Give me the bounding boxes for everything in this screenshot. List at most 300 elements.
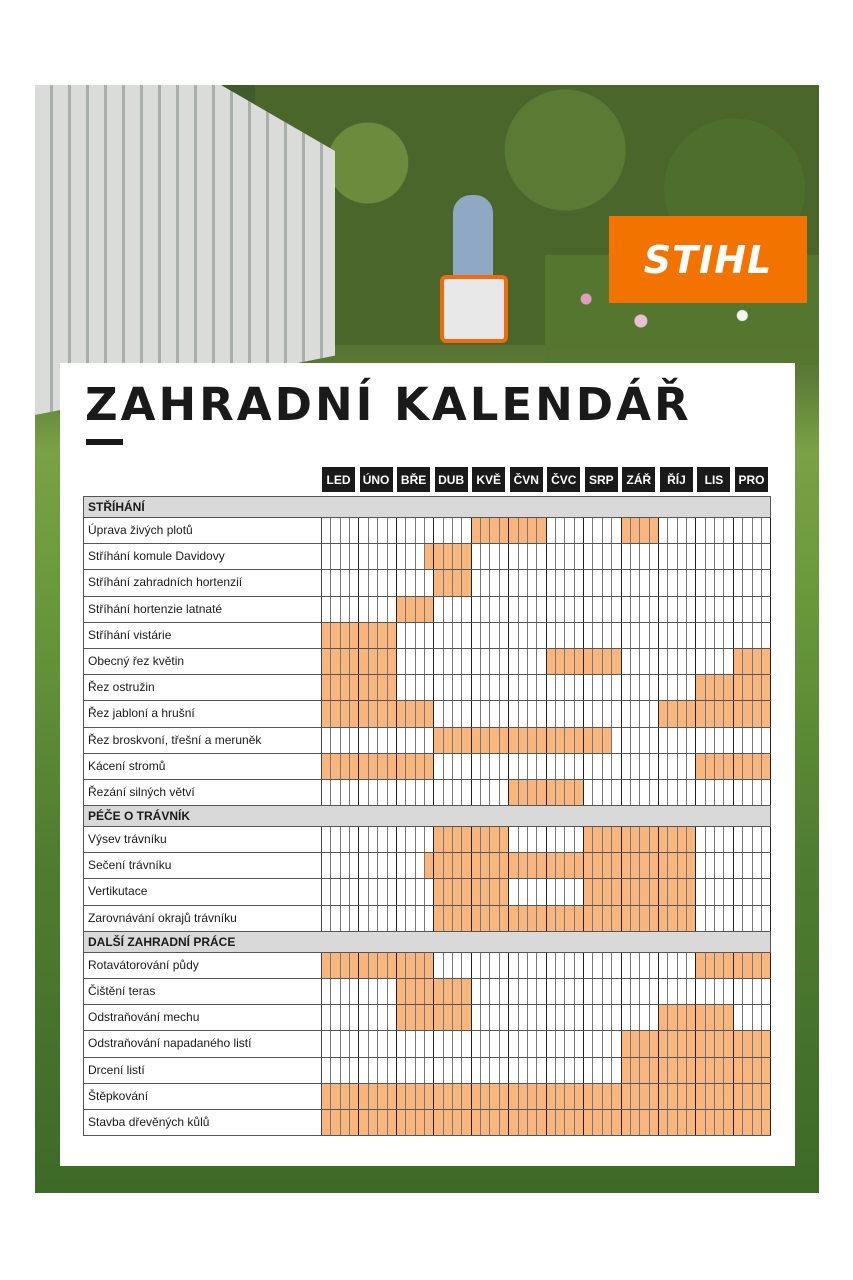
week-cell	[640, 754, 649, 779]
week-cell	[406, 1031, 415, 1056]
week-cell	[547, 1005, 556, 1030]
week-cell	[668, 979, 677, 1004]
week-cell	[547, 623, 556, 648]
week-cell	[706, 1084, 715, 1109]
week-cell	[753, 827, 762, 852]
week-cell	[631, 597, 640, 622]
week-cell	[678, 597, 687, 622]
week-cell	[622, 827, 631, 852]
week-cell	[462, 701, 471, 726]
week-cell	[509, 570, 518, 595]
week-cell	[603, 827, 612, 852]
week-cell	[537, 979, 546, 1004]
week-cell	[397, 570, 406, 595]
week-cell	[687, 953, 696, 978]
week-cell	[434, 728, 443, 753]
week-cell	[416, 906, 425, 931]
week-cell	[696, 754, 705, 779]
week-cell	[453, 780, 462, 805]
week-cell	[378, 518, 387, 543]
week-cell	[528, 675, 537, 700]
week-cell	[406, 853, 415, 878]
week-cell	[509, 879, 518, 904]
week-cell	[612, 780, 621, 805]
week-cell	[537, 906, 546, 931]
week-cell	[444, 1110, 453, 1135]
week-cell	[444, 518, 453, 543]
week-cell	[350, 1005, 359, 1030]
month-header-cell: LED	[322, 467, 355, 492]
week-cell	[603, 518, 612, 543]
week-cell	[678, 1005, 687, 1030]
week-cell	[490, 623, 499, 648]
week-cell	[537, 597, 546, 622]
week-cell	[416, 780, 425, 805]
week-cell	[388, 827, 397, 852]
task-row	[83, 1058, 771, 1084]
week-cell	[593, 623, 602, 648]
week-cell	[631, 623, 640, 648]
week-cell	[331, 827, 340, 852]
week-cell	[378, 597, 387, 622]
week-cell	[434, 623, 443, 648]
week-cell	[650, 879, 659, 904]
week-cell	[724, 1110, 733, 1135]
week-cell	[668, 879, 677, 904]
week-cell	[762, 675, 771, 700]
week-cell	[631, 1084, 640, 1109]
week-cell	[537, 780, 546, 805]
week-cell	[565, 544, 574, 569]
week-cell	[341, 544, 350, 569]
week-cell	[659, 780, 668, 805]
week-cell	[416, 1084, 425, 1109]
week-cell	[734, 675, 743, 700]
week-cell	[753, 623, 762, 648]
week-cell	[490, 853, 499, 878]
week-cell	[753, 979, 762, 1004]
week-cell	[481, 1084, 490, 1109]
week-cell	[369, 623, 378, 648]
week-cell	[687, 649, 696, 674]
week-cell	[519, 780, 528, 805]
week-cell	[631, 544, 640, 569]
week-cell	[490, 728, 499, 753]
task-label: Obecný řez květin	[83, 649, 322, 674]
week-cell	[743, 1031, 752, 1056]
week-cell	[743, 979, 752, 1004]
week-cell	[706, 827, 715, 852]
week-cell	[743, 597, 752, 622]
week-cell	[509, 649, 518, 674]
week-cell	[575, 879, 584, 904]
week-cell	[687, 728, 696, 753]
week-cell	[509, 623, 518, 648]
week-cell	[565, 597, 574, 622]
week-cell	[640, 1084, 649, 1109]
week-cell	[603, 780, 612, 805]
week-cell	[462, 518, 471, 543]
week-cell	[556, 544, 565, 569]
week-cell	[584, 649, 593, 674]
week-cell	[575, 979, 584, 1004]
week-cell	[668, 953, 677, 978]
week-cell	[378, 1005, 387, 1030]
week-cell	[359, 1031, 368, 1056]
week-cell	[397, 701, 406, 726]
week-cell	[762, 570, 771, 595]
week-cell	[724, 780, 733, 805]
week-cell	[762, 544, 771, 569]
week-cell	[556, 623, 565, 648]
week-cell	[359, 1058, 368, 1083]
week-cell	[444, 728, 453, 753]
week-cell	[715, 1110, 724, 1135]
week-cell	[416, 979, 425, 1004]
week-cell	[556, 754, 565, 779]
task-label: Výsev trávníku	[83, 827, 322, 852]
week-cell	[359, 544, 368, 569]
week-cell	[500, 518, 509, 543]
week-cell	[603, 623, 612, 648]
week-cell	[490, 649, 499, 674]
week-cell	[631, 827, 640, 852]
week-cell	[659, 979, 668, 1004]
week-cell	[706, 570, 715, 595]
week-cell	[575, 1110, 584, 1135]
week-cell	[547, 979, 556, 1004]
week-cell	[322, 879, 331, 904]
week-cell	[462, 623, 471, 648]
week-cell	[640, 906, 649, 931]
week-cell	[762, 597, 771, 622]
week-cell	[397, 953, 406, 978]
week-cell	[425, 879, 434, 904]
week-cell	[444, 979, 453, 1004]
week-cell	[565, 1110, 574, 1135]
week-cell	[472, 979, 481, 1004]
week-cell	[481, 780, 490, 805]
week-cell	[640, 518, 649, 543]
week-cell	[406, 953, 415, 978]
week-cell	[331, 518, 340, 543]
week-cell	[481, 544, 490, 569]
week-cell	[500, 953, 509, 978]
week-cell	[519, 1005, 528, 1030]
task-label: Rotavátorování půdy	[83, 953, 322, 978]
week-cell	[519, 827, 528, 852]
week-cell	[753, 754, 762, 779]
week-cell	[341, 780, 350, 805]
week-cell	[425, 906, 434, 931]
week-cell	[388, 570, 397, 595]
week-cell	[322, 853, 331, 878]
week-cell	[650, 544, 659, 569]
week-cell	[481, 953, 490, 978]
week-cell	[603, 879, 612, 904]
week-cell	[696, 675, 705, 700]
week-cell	[528, 827, 537, 852]
week-cell	[612, 1110, 621, 1135]
week-cell	[603, 675, 612, 700]
week-cell	[350, 1058, 359, 1083]
week-cell	[678, 675, 687, 700]
week-cell	[462, 979, 471, 1004]
week-cell	[565, 1005, 574, 1030]
week-cell	[612, 853, 621, 878]
week-cell	[434, 570, 443, 595]
week-cell	[453, 1005, 462, 1030]
week-cell	[388, 906, 397, 931]
month-header	[322, 467, 768, 492]
week-cell	[706, 853, 715, 878]
week-cell	[359, 701, 368, 726]
week-cell	[734, 754, 743, 779]
week-cell	[509, 701, 518, 726]
week-cell	[659, 728, 668, 753]
week-cell	[359, 827, 368, 852]
week-cell	[472, 906, 481, 931]
week-cell	[743, 853, 752, 878]
month-header-cell: ČVN	[510, 467, 543, 492]
week-cell	[734, 1005, 743, 1030]
week-cell	[650, 728, 659, 753]
week-cell	[528, 518, 537, 543]
week-cell	[462, 1058, 471, 1083]
week-cell	[547, 853, 556, 878]
week-cell	[359, 623, 368, 648]
week-cell	[593, 1058, 602, 1083]
week-cell	[687, 754, 696, 779]
week-cell	[753, 780, 762, 805]
week-cell	[612, 597, 621, 622]
week-cell	[350, 953, 359, 978]
week-cell	[537, 701, 546, 726]
week-cell	[500, 1005, 509, 1030]
week-cell	[762, 827, 771, 852]
week-cell	[593, 979, 602, 1004]
week-cell	[622, 853, 631, 878]
week-cell	[687, 1005, 696, 1030]
week-cell	[481, 701, 490, 726]
task-label: Čištění teras	[83, 979, 322, 1004]
task-row	[83, 879, 771, 905]
week-cell	[519, 879, 528, 904]
week-cell	[509, 675, 518, 700]
week-cell	[322, 623, 331, 648]
week-cell	[406, 979, 415, 1004]
week-cell	[406, 649, 415, 674]
week-cell	[696, 780, 705, 805]
month-header-cell: SRP	[585, 467, 618, 492]
task-label: Drcení listí	[83, 1058, 322, 1083]
week-cell	[322, 754, 331, 779]
week-cell	[715, 906, 724, 931]
week-cell	[444, 701, 453, 726]
week-cell	[341, 1084, 350, 1109]
week-cell	[668, 623, 677, 648]
week-cell	[593, 754, 602, 779]
week-cell	[453, 754, 462, 779]
week-cell	[369, 675, 378, 700]
week-cell	[575, 649, 584, 674]
week-cell	[481, 754, 490, 779]
week-cell	[359, 518, 368, 543]
week-cell	[593, 1031, 602, 1056]
week-cell	[500, 1084, 509, 1109]
week-cell	[762, 879, 771, 904]
week-cell	[416, 879, 425, 904]
week-cell	[724, 701, 733, 726]
week-cell	[650, 597, 659, 622]
week-cell	[762, 649, 771, 674]
week-cell	[397, 1031, 406, 1056]
week-cell	[331, 728, 340, 753]
week-cell	[743, 906, 752, 931]
week-cell	[397, 544, 406, 569]
week-cell	[462, 597, 471, 622]
week-cell	[640, 979, 649, 1004]
week-cell	[481, 728, 490, 753]
week-cell	[341, 1058, 350, 1083]
week-cell	[444, 853, 453, 878]
week-cell	[678, 953, 687, 978]
week-cell	[416, 1058, 425, 1083]
week-cell	[462, 906, 471, 931]
week-cell	[622, 953, 631, 978]
week-cell	[575, 827, 584, 852]
week-cell	[687, 623, 696, 648]
week-cell	[753, 879, 762, 904]
week-cell	[622, 597, 631, 622]
week-cell	[528, 906, 537, 931]
week-cell	[603, 570, 612, 595]
week-cell	[537, 570, 546, 595]
week-cell	[706, 953, 715, 978]
task-row	[83, 544, 771, 570]
week-cell	[743, 649, 752, 674]
week-cell	[500, 570, 509, 595]
week-cell	[472, 544, 481, 569]
week-cell	[556, 597, 565, 622]
week-cell	[631, 701, 640, 726]
week-cell	[388, 953, 397, 978]
week-cell	[444, 544, 453, 569]
week-cell	[359, 1084, 368, 1109]
week-cell	[359, 979, 368, 1004]
week-cell	[659, 570, 668, 595]
week-cell	[715, 953, 724, 978]
week-cell	[350, 979, 359, 1004]
week-cell	[706, 728, 715, 753]
week-cell	[359, 1110, 368, 1135]
stihl-logo	[609, 216, 807, 303]
task-label: Kácení stromů	[83, 754, 322, 779]
week-cell	[331, 701, 340, 726]
week-cell	[584, 570, 593, 595]
week-cell	[593, 570, 602, 595]
week-cell	[425, 953, 434, 978]
week-cell	[359, 675, 368, 700]
week-cell	[706, 1005, 715, 1030]
week-cell	[388, 728, 397, 753]
week-cell	[659, 1005, 668, 1030]
week-cell	[622, 623, 631, 648]
week-cell	[472, 675, 481, 700]
task-label: Řez ostružin	[83, 675, 322, 700]
week-cell	[696, 853, 705, 878]
week-cell	[406, 1110, 415, 1135]
week-cell	[416, 853, 425, 878]
week-cell	[369, 953, 378, 978]
week-cell	[612, 953, 621, 978]
week-cell	[528, 649, 537, 674]
week-cell	[453, 879, 462, 904]
week-cell	[706, 597, 715, 622]
task-row	[83, 623, 771, 649]
week-cell	[416, 728, 425, 753]
week-cell	[397, 649, 406, 674]
week-cell	[612, 1031, 621, 1056]
week-cell	[331, 597, 340, 622]
week-cell	[388, 754, 397, 779]
week-cell	[537, 853, 546, 878]
week-cell	[425, 544, 434, 569]
week-cell	[622, 1110, 631, 1135]
week-cell	[369, 1110, 378, 1135]
week-cell	[668, 780, 677, 805]
week-cell	[678, 518, 687, 543]
week-cell	[603, 649, 612, 674]
week-cell	[724, 906, 733, 931]
week-cell	[490, 953, 499, 978]
week-cell	[378, 780, 387, 805]
week-cell	[500, 780, 509, 805]
week-cell	[612, 623, 621, 648]
week-cell	[537, 518, 546, 543]
week-cell	[397, 879, 406, 904]
week-cell	[762, 728, 771, 753]
week-cell	[612, 544, 621, 569]
week-cell	[369, 1058, 378, 1083]
week-cell	[369, 979, 378, 1004]
week-cell	[584, 623, 593, 648]
week-cell	[509, 1110, 518, 1135]
week-cell	[444, 953, 453, 978]
week-cell	[547, 1058, 556, 1083]
week-cell	[612, 649, 621, 674]
week-cell	[743, 827, 752, 852]
week-cell	[453, 1084, 462, 1109]
section-header: PÉČE O TRÁVNÍK	[83, 806, 771, 827]
week-cell	[575, 518, 584, 543]
week-cell	[519, 728, 528, 753]
task-label: Vertikutace	[83, 879, 322, 904]
week-cell	[575, 780, 584, 805]
week-cell	[696, 906, 705, 931]
week-cell	[593, 853, 602, 878]
week-cell	[537, 544, 546, 569]
section-header: DALŠÍ ZAHRADNÍ PRÁCE	[83, 932, 771, 953]
week-cell	[724, 597, 733, 622]
week-cell	[462, 1031, 471, 1056]
week-cell	[425, 675, 434, 700]
task-row	[83, 1005, 771, 1031]
week-cell	[640, 827, 649, 852]
week-cell	[528, 597, 537, 622]
week-cell	[519, 649, 528, 674]
week-cell	[331, 953, 340, 978]
